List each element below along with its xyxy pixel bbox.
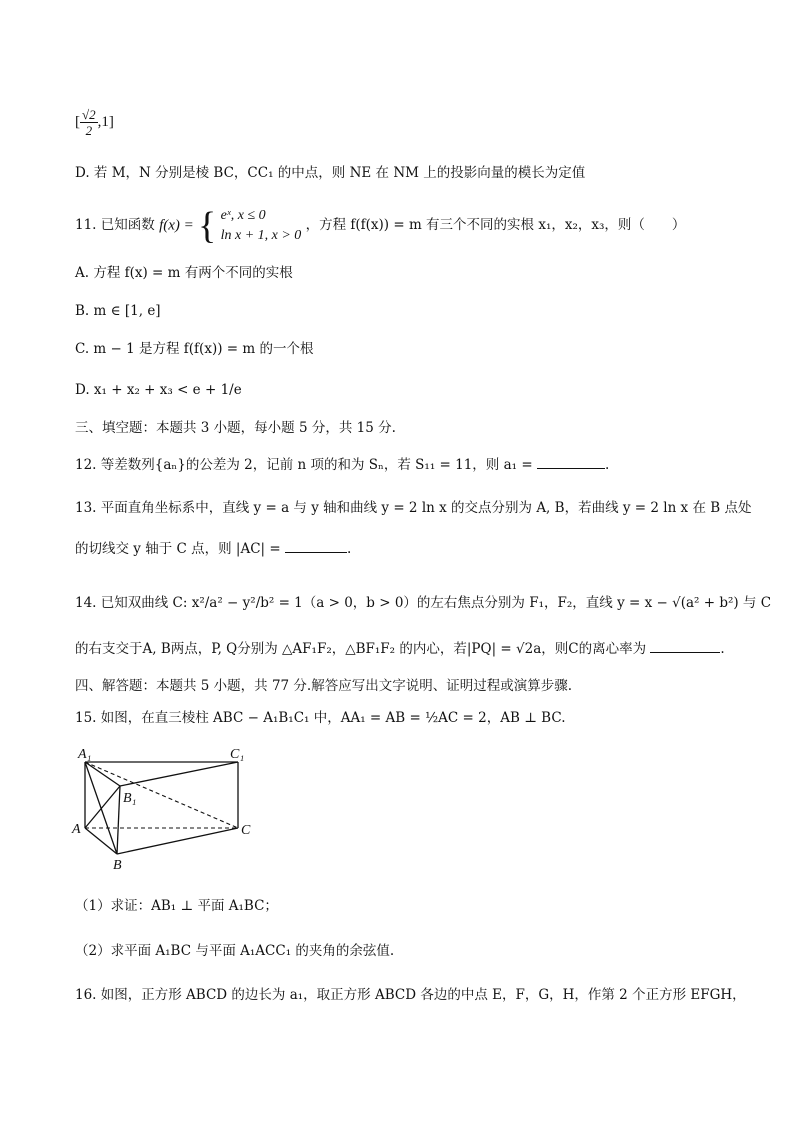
q13-line2-text: 的切线交 y 轴于 C 点，则 |AC| = xyxy=(75,541,281,557)
q11-option-b: B. m ∈ [1, e] xyxy=(75,303,161,319)
label-c: C xyxy=(241,823,251,838)
prism-figure xyxy=(70,744,270,874)
section-3-heading: 三、填空题：本题共 3 小题，每小题 5 分，共 15 分. xyxy=(75,420,396,436)
q11-option-d: D. x₁ + x₂ + x₃ < e + 1/e xyxy=(75,382,242,398)
q15-part2: （2）求平面 A₁BC 与平面 A₁ACC₁ 的夹角的余弦值. xyxy=(75,943,395,959)
q14-line2: 的右支交于A, B两点，P, Q分别为 △AF₁F₂，△BF₁F₂ 的内心，若|PQ| = √2a，则C的离心率为 . xyxy=(75,638,725,659)
q11-option-a: A. 方程 f(x) = m 有两个不同的实根 xyxy=(75,265,293,281)
q16-stem: 16. 如图，正方形 ABCD 的边长为 a₁，取正方形 ABCD 各边的中点 E，F，G，H，作第 2 个正方形 EFGH， xyxy=(75,987,746,1003)
q13-answer-blank[interactable] xyxy=(285,538,347,553)
q11-stem-a: 11. 已知函数 xyxy=(75,217,155,233)
case-2: ln x + 1, x > 0 xyxy=(220,227,302,243)
edge-b-c xyxy=(117,828,238,854)
case-1: eˣ, x ≤ 0 xyxy=(220,207,266,223)
q14-line1: 14. 已知双曲线 C: x²/a² − y²/b² = 1（a > 0，b > 0）的左右焦点分别为 F₁，F₂，直线 y = x − √(a² + b²) 与 C xyxy=(75,595,772,611)
edge-a1-b1 xyxy=(85,762,120,786)
edge-b1-b xyxy=(117,786,120,854)
edge-a1-c-hidden xyxy=(85,762,238,828)
label-a1: A₁ xyxy=(78,747,92,762)
q13-line1: 13. 平面直角坐标系中，直线 y = a 与 y 轴和曲线 y = 2 ln x 的交点分别为 A, B，若曲线 y = 2 ln x 在 B 点处 xyxy=(75,500,752,516)
q11-stem-b: ，方程 f(f(x)) = m 有三个不同的实根 x₁，x₂，x₃，则（ ） xyxy=(305,217,686,233)
q12-answer-blank[interactable] xyxy=(537,454,605,469)
label-a: A xyxy=(72,822,81,837)
q12-text: 12. 等差数列{aₙ}的公差为 2，记前 n 项的和为 Sₙ，若 S₁₁ = 11，则 a₁ = xyxy=(75,457,533,473)
label-c1: C₁ xyxy=(230,747,245,762)
q10-option-d: D. 若 M，N 分别是棱 BC，CC₁ 的中点，则 NE 在 NM 上的投影向量的模长为定值 xyxy=(75,165,586,181)
q12: 12. 等差数列{aₙ}的公差为 2，记前 n 项的和为 Sₙ，若 S₁₁ = 11，则 a₁ = . xyxy=(75,454,609,475)
section-4-heading: 四、解答题：本题共 5 小题，共 77 分.解答应写出文字说明、证明过程或演算步骤. xyxy=(75,678,573,694)
edge-b1-c1 xyxy=(120,762,238,786)
q14-line2-text: 的右支交于A, B两点，P, Q分别为 △AF₁F₂，△BF₁F₂ 的内心，若|PQ| = √2a，则C的离心率为 xyxy=(75,641,647,657)
q14-answer-blank[interactable] xyxy=(650,638,720,653)
q13-line2: 的切线交 y 轴于 C 点，则 |AC| = . xyxy=(75,538,351,559)
q15-stem: 15. 如图，在直三棱柱 ABC − A₁B₁C₁ 中，AA₁ = AB = ½AC = 2，AB ⊥ BC. xyxy=(75,710,566,726)
q15-part1: （1）求证：AB₁ ⊥ 平面 A₁BC； xyxy=(75,898,278,914)
q11-option-c: C. m − 1 是方程 f(f(x)) = m 的一个根 xyxy=(75,341,314,357)
piecewise-cases xyxy=(221,206,302,246)
label-b1: B₁ xyxy=(123,791,137,806)
q10-interval: [ $\frac{√2}{2}$ ,1] xyxy=(75,107,114,138)
edge-a-b1 xyxy=(85,786,120,828)
piecewise-brace: { xyxy=(198,204,217,247)
q11-stem: 11. 已知函数 f(x) = { eˣ, x ≤ 0 ln x + 1, x > 0 ，方程 f(f(x)) = m 有三个不同的实根 x₁，x₂，x₃，则（ ） xyxy=(75,204,686,247)
label-b: B xyxy=(113,858,122,873)
